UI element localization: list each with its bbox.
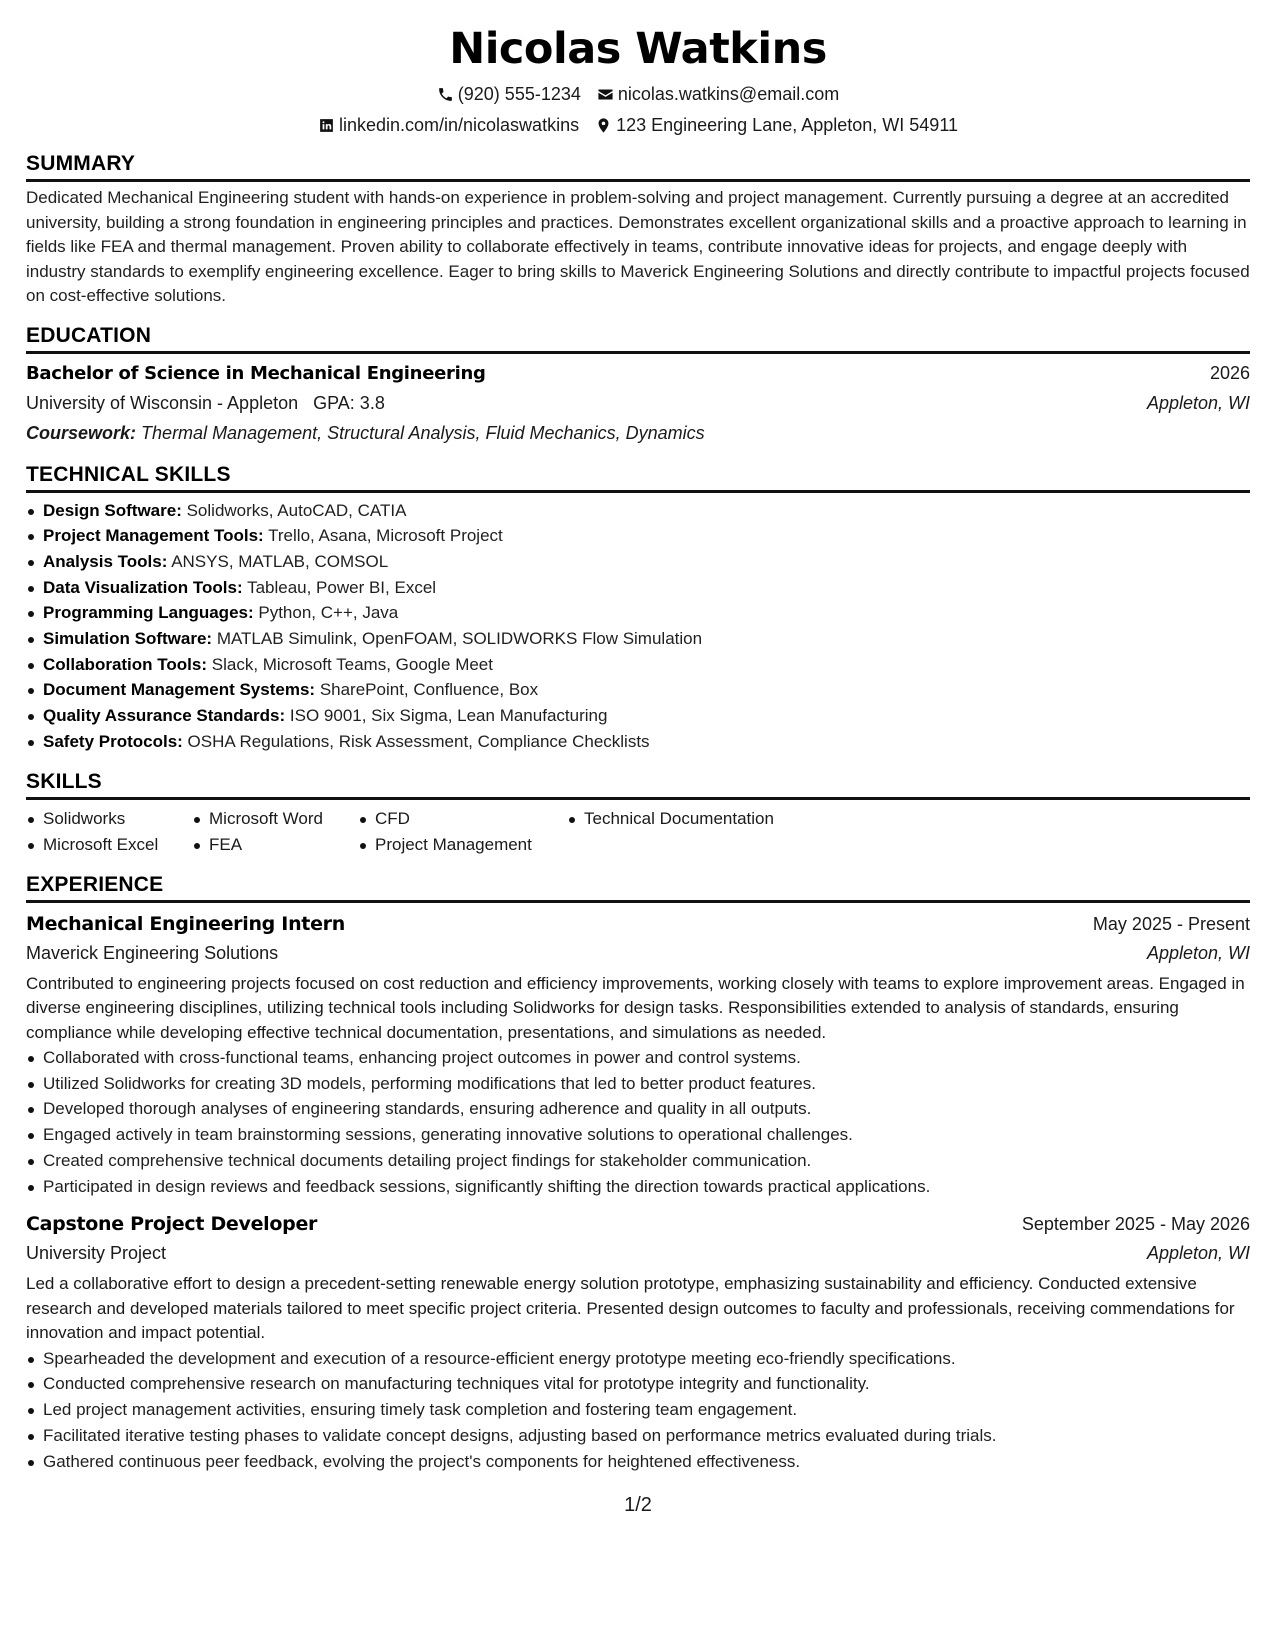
email-text[interactable]: nicolas.watkins@email.com bbox=[617, 84, 840, 104]
skill-values: OSHA Regulations, Risk Assessment, Compliance Checklists bbox=[187, 731, 650, 751]
organization: Maverick Engineering Solutions bbox=[26, 942, 279, 963]
list-item: Project Management bbox=[358, 832, 567, 858]
skill-category: Analysis Tools: bbox=[43, 551, 168, 571]
phone-contact bbox=[437, 82, 581, 106]
list-item: Utilized Solidworks for creating 3D models, performing modifications that led to better product features. bbox=[26, 1071, 1250, 1097]
list-item: Developed thorough analyses of engineering standards, ensuring adherence and quality in all outputs. bbox=[26, 1096, 1250, 1122]
list-item: Microsoft Excel bbox=[26, 832, 192, 858]
skill-values: ISO 9001, Six Sigma, Lean Manufacturing bbox=[289, 706, 608, 726]
list-item: Participated in design reviews and feedback sessions, significantly shifting the direction towards practical applications. bbox=[26, 1174, 1250, 1200]
list-item bbox=[26, 729, 1250, 755]
school-location: Appleton, WI bbox=[1146, 392, 1250, 413]
list-item bbox=[26, 652, 1250, 678]
role-description: Led a collaborative effort to design a precedent-setting renewable energy solution prototype, emphasizing sustainability and efficiency. Conducted extensive research and developed materials tailored to meet specific project criteria. Presented design outcomes to faculty and professionals, receiving commendations for innovation and impact potential. bbox=[26, 1274, 1235, 1343]
role-dates: May 2025 - Present bbox=[1092, 913, 1250, 934]
address-contact bbox=[595, 113, 958, 137]
role-title: Capstone Project Developer bbox=[26, 1213, 318, 1236]
role-location: Appleton, WI bbox=[1146, 1243, 1250, 1264]
skill-category: Data Visualization Tools: bbox=[43, 577, 243, 597]
list-item: Microsoft Word bbox=[192, 806, 358, 832]
organization: University Project bbox=[26, 1243, 167, 1264]
school-name: University of Wisconsin - Appleton bbox=[26, 392, 299, 413]
summary-text: Dedicated Mechanical Engineering student with hands-on experience in problem-solving and project management. Currently pursuing a degree at an accredited university, building a strong foundation in engineering principles and practices. Demonstrates excellent organizational skills and a proactive approach to learning in fields like FEA and thermal management. Proven ability to collaborate effectively in teams, contribute innovative ideas for projects, and engage deeply with industry standards to exemplify engineering excellence. Eager to bring skills to Maverick Engineering Solutions and directly contribute to impactful projects focused on cost-effective solutions. bbox=[26, 188, 1250, 305]
experience-section bbox=[26, 872, 1250, 1475]
skill-category: Programming Languages: bbox=[43, 603, 254, 623]
gpa: GPA: 3.8 bbox=[313, 392, 385, 413]
role-row bbox=[26, 1209, 1250, 1239]
list-item bbox=[26, 575, 1250, 601]
address-text: 123 Engineering Lane, Appleton, WI 54911 bbox=[616, 115, 959, 135]
experience-entry bbox=[26, 1209, 1250, 1474]
education-section bbox=[26, 323, 1250, 448]
linkedin-text[interactable]: linkedin.com/in/nicolaswatkins bbox=[338, 115, 580, 135]
skill-values: SharePoint, Confluence, Box bbox=[319, 680, 539, 700]
list-item: Spearheaded the development and execution of a resource-efficient energy prototype meeting eco-friendly specifications. bbox=[26, 1346, 1250, 1372]
skills-heading: SKILLS bbox=[26, 769, 1250, 800]
page-number: 1/2 bbox=[624, 1494, 652, 1516]
list-item: Led project management activities, ensuring timely task completion and fostering team engagement. bbox=[26, 1397, 1250, 1423]
skills-section bbox=[26, 769, 1250, 858]
list-item: Gathered continuous peer feedback, evolving the project's components for heightened effectiveness. bbox=[26, 1449, 1250, 1475]
phone-icon bbox=[437, 86, 454, 103]
resume-page bbox=[26, 0, 1250, 1650]
contact-row-1 bbox=[26, 82, 1250, 106]
skill-values: ANSYS, MATLAB, COMSOL bbox=[171, 551, 389, 571]
phone-text: (920) 555-1234 bbox=[457, 84, 581, 104]
linkedin-contact[interactable] bbox=[318, 113, 579, 137]
linkedin-icon bbox=[318, 117, 335, 134]
degree-title: Bachelor of Science in Mechanical Engineering bbox=[26, 362, 486, 384]
list-item: Facilitated iterative testing phases to validate concept designs, adjusting based on performance metrics evaluated during trials. bbox=[26, 1423, 1250, 1449]
map-pin-icon bbox=[595, 117, 612, 134]
skill-category: Document Management Systems: bbox=[43, 680, 316, 700]
list-item bbox=[26, 677, 1250, 703]
contact-row-2 bbox=[26, 113, 1250, 137]
list-item bbox=[26, 523, 1250, 549]
skills-column bbox=[26, 806, 192, 858]
list-item: Solidworks bbox=[26, 806, 192, 832]
technical-skills-heading: TECHNICAL SKILLS bbox=[26, 462, 1250, 493]
skills-column bbox=[192, 806, 358, 858]
skill-category: Project Management Tools: bbox=[43, 526, 264, 546]
experience-heading: EXPERIENCE bbox=[26, 872, 1250, 903]
candidate-name: Nicolas Watkins bbox=[449, 24, 827, 74]
envelope-icon bbox=[597, 86, 614, 103]
list-item: Engaged actively in team brainstorming sessions, generating innovative solutions to operational challenges. bbox=[26, 1122, 1250, 1148]
skill-values: MATLAB Simulink, OpenFOAM, SOLIDWORKS Flow Simulation bbox=[216, 629, 703, 649]
role-bullets bbox=[26, 1045, 1250, 1199]
role-dates: September 2025 - May 2026 bbox=[1021, 1214, 1250, 1235]
graduation-year: 2026 bbox=[1209, 362, 1250, 383]
list-item: Created comprehensive technical documents detailing project findings for stakeholder communication. bbox=[26, 1148, 1250, 1174]
list-item: Collaborated with cross-functional teams, enhancing project outcomes in power and control systems. bbox=[26, 1045, 1250, 1071]
list-item bbox=[26, 703, 1250, 729]
role-title: Mechanical Engineering Intern bbox=[26, 912, 345, 935]
role-bullets bbox=[26, 1346, 1250, 1475]
role-row bbox=[26, 909, 1250, 939]
list-item: CFD bbox=[358, 806, 567, 832]
education-heading: EDUCATION bbox=[26, 323, 1250, 354]
skill-category: Collaboration Tools: bbox=[43, 654, 208, 674]
skill-category: Simulation Software: bbox=[43, 629, 213, 649]
email-contact[interactable] bbox=[597, 82, 839, 106]
technical-skills-list bbox=[26, 498, 1250, 755]
skills-column bbox=[567, 806, 867, 858]
skill-category: Quality Assurance Standards: bbox=[43, 706, 286, 726]
summary-section bbox=[26, 151, 1250, 309]
list-item: FEA bbox=[192, 832, 358, 858]
school-info bbox=[26, 389, 385, 418]
skills-grid bbox=[26, 806, 1250, 858]
list-item: Conducted comprehensive research on manufacturing techniques vital for prototype integrity and functionality. bbox=[26, 1371, 1250, 1397]
summary-heading: SUMMARY bbox=[26, 151, 1250, 182]
list-item bbox=[26, 498, 1250, 524]
resume-header bbox=[26, 0, 1250, 137]
technical-skills-section bbox=[26, 462, 1250, 755]
skill-values: Trello, Asana, Microsoft Project bbox=[268, 526, 503, 546]
skill-values: Python, C++, Java bbox=[258, 603, 399, 623]
skill-values: Tableau, Power BI, Excel bbox=[247, 577, 437, 597]
skill-category: Safety Protocols: bbox=[43, 731, 183, 751]
org-row bbox=[26, 1239, 1250, 1268]
coursework-list: Thermal Management, Structural Analysis, Fluid Mechanics, Dynamics bbox=[141, 422, 705, 443]
skills-column bbox=[358, 806, 567, 858]
coursework-label: Coursework: bbox=[26, 422, 137, 443]
list-item bbox=[26, 600, 1250, 626]
degree-row bbox=[26, 358, 1250, 389]
list-item bbox=[26, 549, 1250, 575]
coursework-line bbox=[26, 418, 1250, 448]
list-item bbox=[26, 626, 1250, 652]
org-row bbox=[26, 939, 1250, 968]
skill-category: Design Software: bbox=[43, 500, 182, 520]
role-location: Appleton, WI bbox=[1146, 942, 1250, 963]
skill-values: Solidworks, AutoCAD, CATIA bbox=[186, 500, 407, 520]
skill-values: Slack, Microsoft Teams, Google Meet bbox=[211, 654, 493, 674]
school-row bbox=[26, 389, 1250, 418]
role-description: Contributed to engineering projects focused on cost reduction and efficiency improvements, working closely with teams to explore improvement areas. Engaged in diverse engineering disciplines, utilizing technical tools including Solidworks for design tasks. Responsibilities extended to analysis of standards, ensuring compliance while developing effective technical documentation, presentations, and simulations as needed. bbox=[26, 973, 1245, 1042]
experience-entry bbox=[26, 909, 1250, 1200]
list-item: Technical Documentation bbox=[567, 806, 867, 832]
